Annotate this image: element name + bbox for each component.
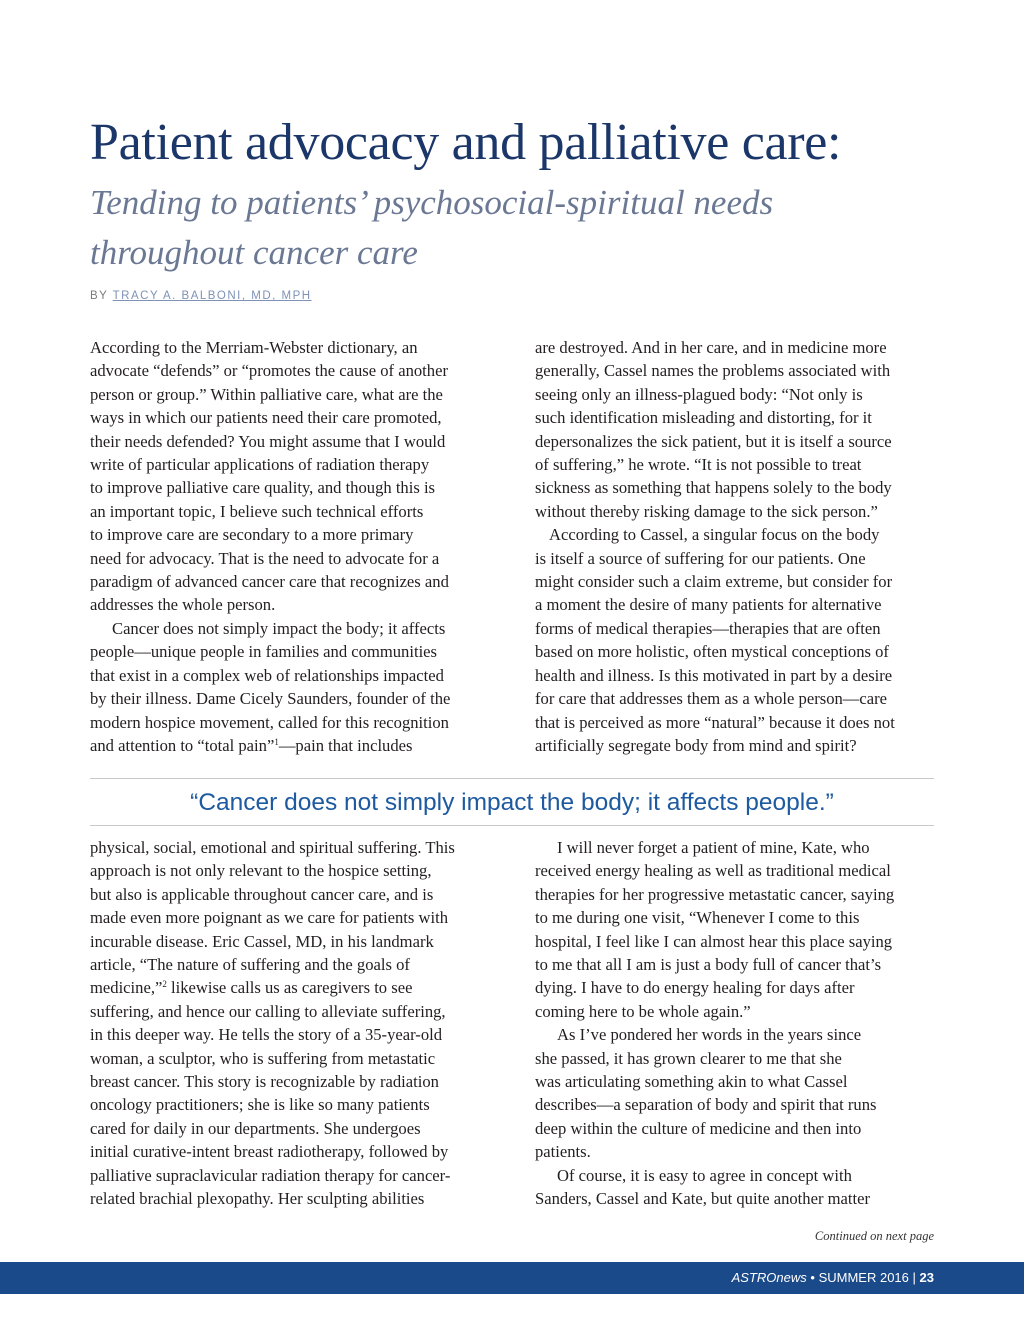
footer-separator: |	[912, 1270, 916, 1285]
text-line: such identification misleading and distorting, for it	[535, 408, 872, 428]
paragraph-intro	[90, 336, 490, 617]
text-line: As I’ve pondered her words in the years since	[557, 1025, 862, 1045]
paragraph-singular-focus	[535, 523, 935, 757]
text-line: initial curative-intent breast radiotherapy, followed by	[90, 1142, 449, 1162]
text-line: person or group.” Within palliative care, what are the	[90, 384, 443, 404]
text-line: write of particular applications of radiation therapy	[90, 455, 430, 475]
text-line: Sanders, Cassel and Kate, but quite another matter	[535, 1189, 871, 1209]
page-number: 23	[919, 1270, 934, 1285]
paragraph-kate	[535, 836, 935, 1023]
text-line: but also is applicable throughout cancer care, and is	[90, 884, 434, 904]
text-line: seeing only an illness-plagued body: “Not only is	[535, 384, 863, 404]
article-title: Patient advocacy and palliative care:	[90, 114, 842, 171]
text-line: made even more poignant as we care for patients with	[90, 908, 449, 928]
text-line: an important topic, I believe such technical efforts	[90, 501, 424, 521]
text-line: to improve care are secondary to a more primary	[90, 525, 414, 545]
author-link[interactable]: TRACY A. BALBONI, MD, MPH	[112, 290, 312, 302]
pull-quote-rule-bottom	[90, 825, 934, 826]
paragraph-of-course	[535, 1164, 935, 1211]
text-line: people—unique people in families and communities	[90, 642, 438, 662]
text-line: dying. I have to do energy healing for days after	[535, 978, 855, 998]
text-line: ways in which our patients need their care promoted,	[90, 408, 442, 428]
text-fragment: and attention to “total pain”	[90, 735, 275, 755]
text-line: Of course, it is easy to agree in concept with	[557, 1165, 852, 1185]
text-line: for care that addresses them as a whole person—care	[535, 689, 888, 709]
text-fragment: medicine,”	[90, 978, 163, 998]
column-2-top	[535, 336, 935, 757]
text-line: without thereby risking damage to the sick person.”	[535, 501, 878, 521]
continued-note: Continued on next page	[814, 1229, 934, 1243]
text-line: that is perceived as more “natural” because it does not	[535, 712, 895, 732]
page-footer	[0, 1262, 1024, 1294]
text-line: therapies for her progressive metastatic cancer, saying	[535, 884, 895, 904]
byline	[90, 290, 312, 302]
text-line: in this deeper way. He tells the story of a 35-year-old	[90, 1025, 443, 1045]
text-line: breast cancer. This story is recognizable by radiation	[90, 1072, 439, 1092]
text-line: palliative supraclavicular radiation therapy for cancer-	[90, 1165, 451, 1185]
text-line: deep within the culture of medicine and then into	[535, 1118, 862, 1138]
text-line: artificially segregate body from mind and spirit?	[535, 735, 857, 755]
text-line: is itself a source of suffering for our patients. One	[535, 548, 866, 568]
text-line: cared for daily in our departments. She undergoes	[90, 1118, 421, 1138]
text-line: related brachial plexopathy. Her sculpting abilities	[90, 1189, 425, 1209]
text-line: by their illness. Dame Cicely Saunders, founder of the	[90, 689, 451, 709]
text-line: physical, social, emotional and spiritual suffering. This	[90, 838, 455, 857]
text-line: might consider such a claim extreme, but consider for	[535, 572, 893, 592]
text-line: depersonalizes the sick patient, but it is itself a source	[535, 431, 892, 451]
pull-quote: “Cancer does not simply impact the body; it affects people.”	[190, 789, 834, 816]
text-line: woman, a sculptor, who is suffering from metastatic	[90, 1048, 436, 1068]
pull-quote-rule-top	[90, 778, 934, 779]
text-line: are destroyed. And in her care, and in medicine more	[535, 338, 887, 357]
paragraph-pondered	[535, 1023, 935, 1163]
text-line: modern hospice movement, called for this recognition	[90, 712, 449, 732]
paragraph-cassel-quote	[535, 336, 935, 523]
paragraph-total-pain	[90, 617, 490, 757]
text-fragment: —pain that includes	[278, 735, 413, 755]
footer-bullet: •	[810, 1270, 815, 1285]
text-line: forms of medical therapies—therapies that are often	[535, 618, 881, 638]
text-line: approach is not only relevant to the hospice setting,	[90, 861, 432, 881]
column-2-bottom	[535, 836, 935, 1211]
text-line: received energy healing as well as traditional medical	[535, 861, 891, 881]
text-line: patients.	[535, 1142, 591, 1162]
text-line: she passed, it has grown clearer to me that she	[535, 1048, 842, 1068]
text-line	[90, 734, 490, 757]
text-line: to me that all I am is just a body full of cancer that’s	[535, 955, 882, 975]
text-line: sickness as something that happens solely to the body	[535, 478, 892, 498]
column-1-top	[90, 336, 490, 757]
text-line: article, “The nature of suffering and the goals of	[90, 955, 410, 975]
text-line: suffering, and hence our calling to alleviate suffering,	[90, 1001, 446, 1021]
reference-2: 2	[162, 979, 167, 990]
text-line: hospital, I feel like I can almost hear this place saying	[535, 931, 893, 951]
text-line: According to the Merriam-Webster dictionary, an	[90, 338, 418, 357]
text-line	[90, 976, 490, 999]
text-line: advocate “defends” or “promotes the cause of another	[90, 361, 448, 381]
footer-text	[732, 1270, 934, 1285]
text-line: generally, Cassel names the problems associated with	[535, 361, 891, 381]
publication-name: ASTROnews	[731, 1270, 807, 1285]
article-subtitle: Tending to patients’ psychosocial-spiritual needs throughout cancer care	[90, 183, 774, 272]
text-line: I will never forget a patient of mine, Kate, who	[557, 838, 870, 857]
text-line: addresses the whole person.	[90, 595, 276, 615]
text-line: based on more holistic, often mystical conceptions of	[535, 642, 889, 662]
issue-label: SUMMER 2016	[818, 1270, 909, 1285]
byline-prefix: BY	[90, 290, 109, 302]
text-line: a moment the desire of many patients for alternative	[535, 595, 882, 615]
text-line: was articulating something akin to what Cassel	[535, 1072, 848, 1092]
text-line: coming here to be whole again.”	[535, 1001, 751, 1021]
text-line: oncology practitioners; she is like so many patients	[90, 1095, 430, 1115]
text-line: paradigm of advanced cancer care that recognizes and	[90, 572, 449, 592]
text-line: health and illness. Is this motivated in part by a desire	[535, 665, 893, 685]
text-line: that exist in a complex web of relationships impacted	[90, 665, 444, 685]
text-line: of suffering,” he wrote. “It is not possible to treat	[535, 455, 862, 475]
paragraph-suffering	[90, 836, 490, 1211]
reference-1: 1	[274, 736, 279, 747]
text-fragment: likewise calls us as caregivers to see	[166, 978, 413, 998]
column-1-bottom	[90, 836, 490, 1211]
text-line: incurable disease. Eric Cassel, MD, in his landmark	[90, 931, 434, 951]
text-line: their needs defended? You might assume that I would	[90, 431, 446, 451]
text-line: describes—a separation of body and spirit that runs	[535, 1095, 877, 1115]
text-line: According to Cassel, a singular focus on the body	[549, 525, 880, 545]
text-line: need for advocacy. That is the need to advocate for a	[90, 548, 440, 568]
text-line: to me during one visit, “Whenever I come to this	[535, 908, 860, 928]
text-line: Cancer does not simply impact the body; it affects	[112, 618, 446, 638]
text-line: to improve palliative care quality, and though this is	[90, 478, 436, 498]
